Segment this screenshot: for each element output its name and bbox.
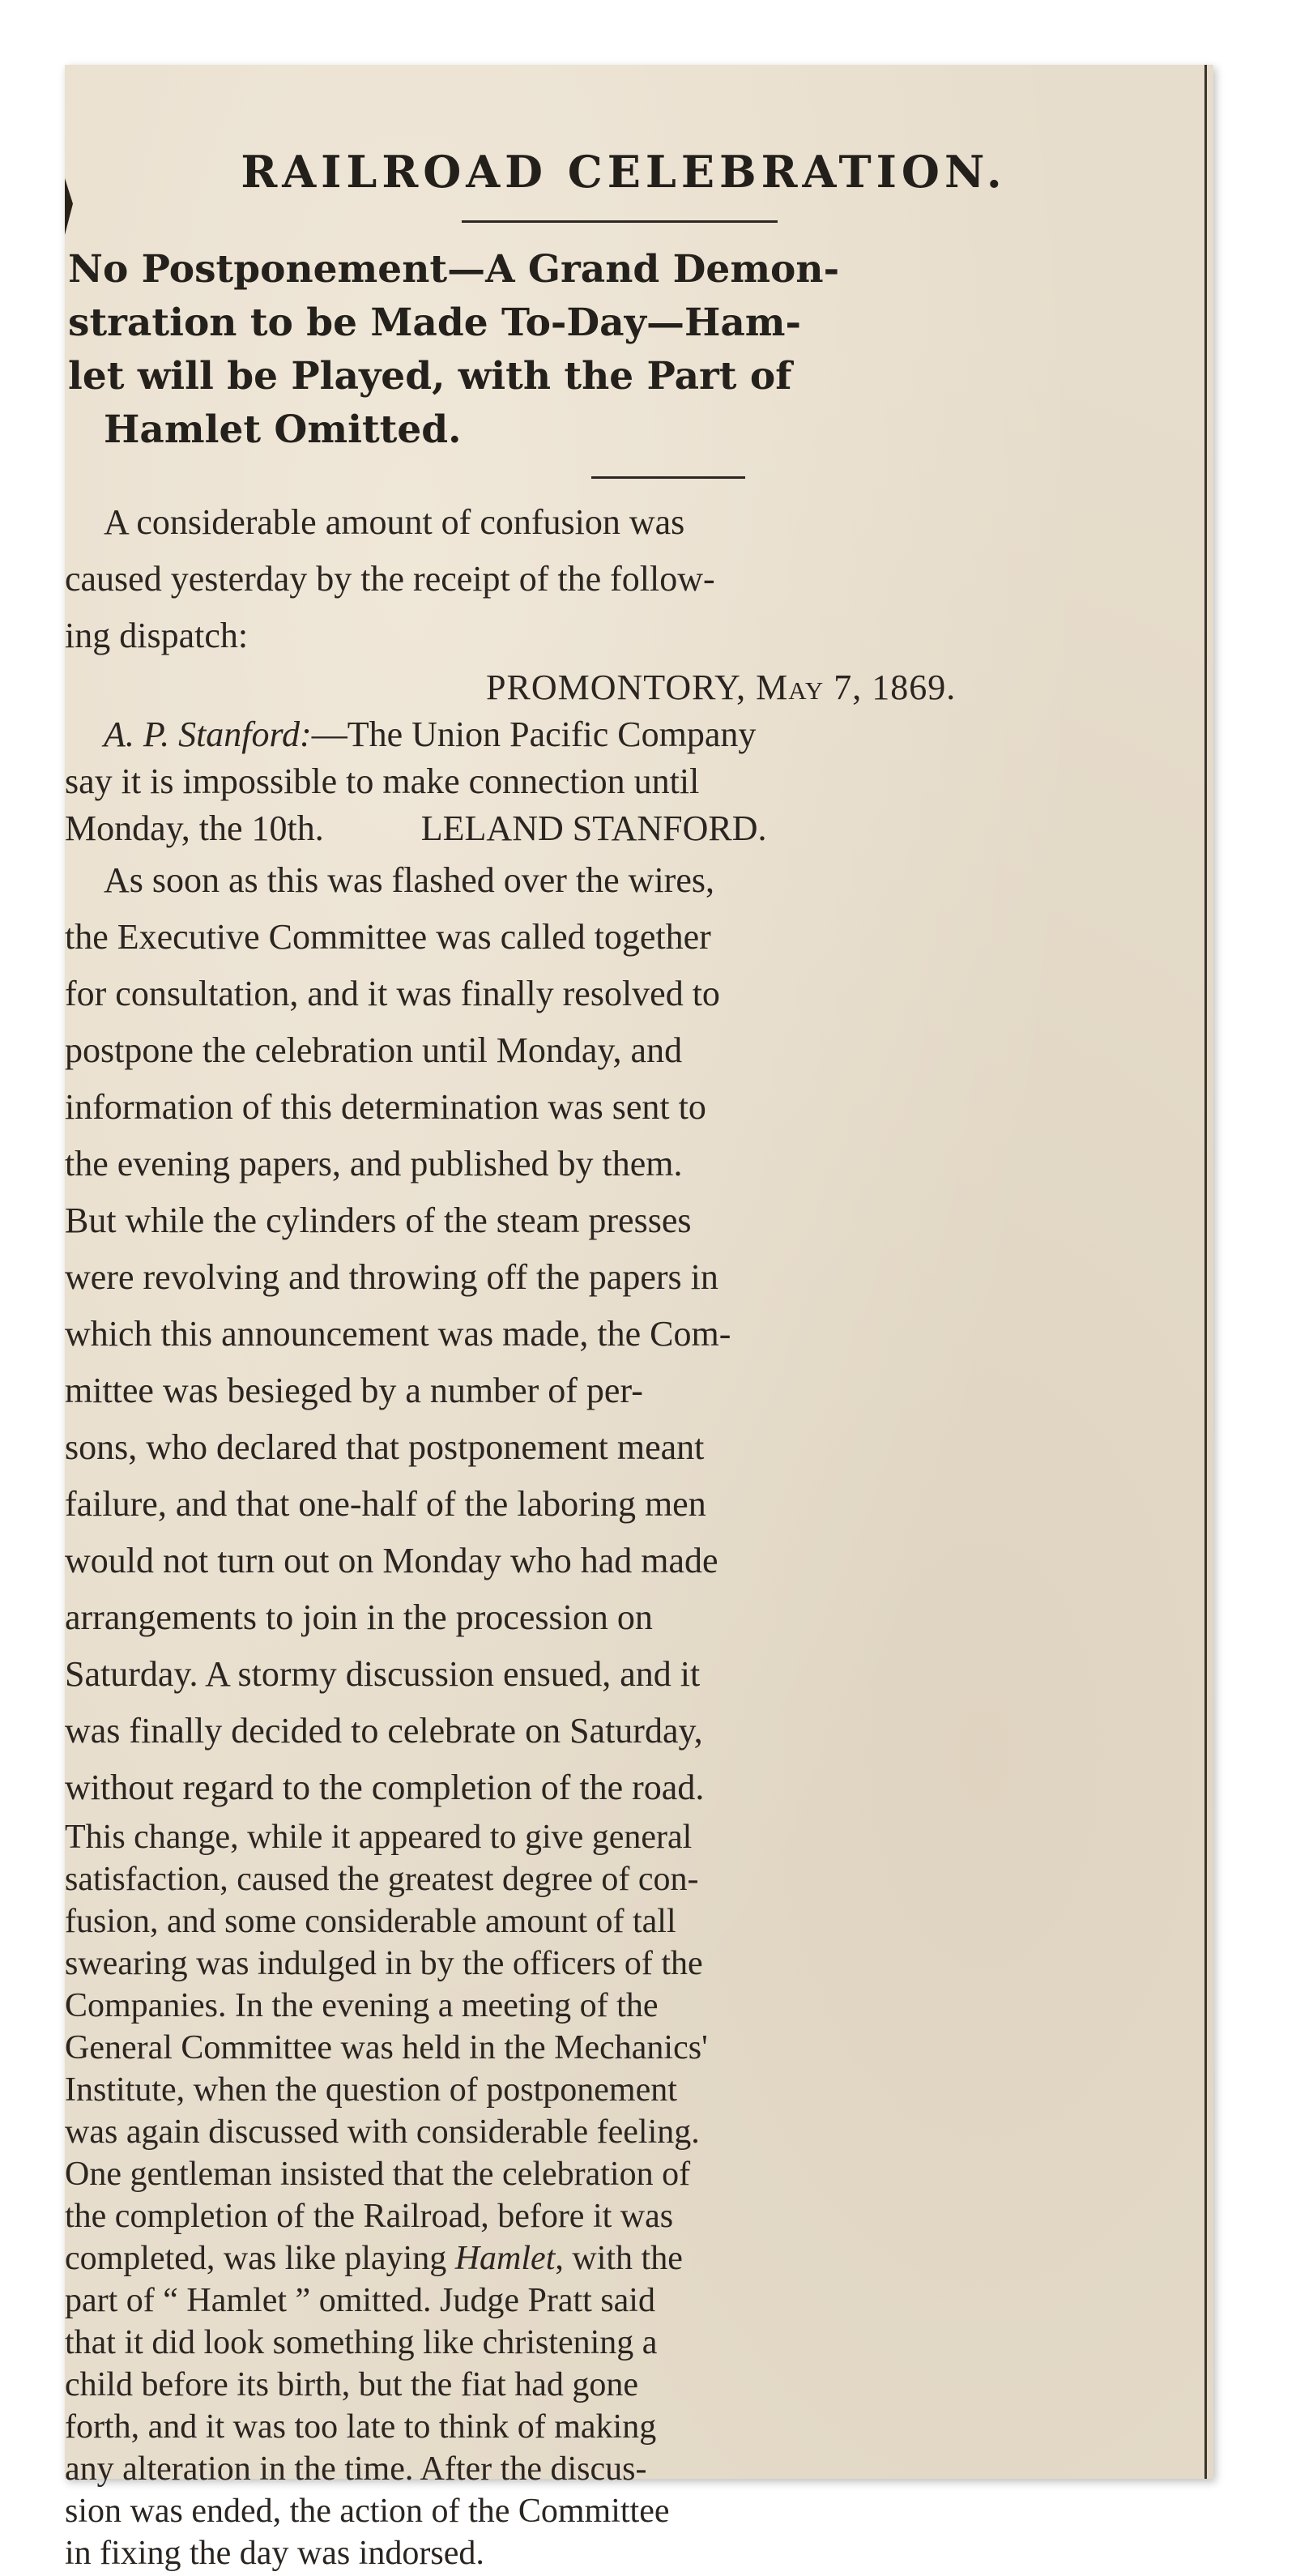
headline-rule: [462, 220, 778, 223]
text-line: any alteration in the time. After the discus-: [65, 2450, 647, 2488]
text-line: caused yesterday by the receipt of the follow-: [65, 559, 715, 599]
text-line: that it did look something like christening a: [65, 2324, 658, 2361]
text-line: was finally decided to celebrate on Saturday,: [65, 1711, 703, 1751]
subhead-line: No Postponement—A Grand Demon-: [68, 247, 840, 292]
text-line: But while the cylinders of the steam presses: [65, 1201, 692, 1240]
paragraph-3: [65, 1816, 1191, 2574]
text-line: Saturday. A stormy discussion ensued, and it: [65, 1654, 701, 1694]
text-line: A considerable amount of confusion was: [104, 502, 685, 542]
text-line: in fixing the day was indorsed.: [65, 2535, 484, 2572]
text-line: [65, 2237, 1191, 2280]
dispatch-text: —The Union Pacific Company: [311, 714, 757, 754]
dispatch-text: Monday, the 10th.: [65, 808, 324, 848]
dispatch-addressee: A. P. Stanford:: [104, 714, 312, 754]
text-line: failure, and that one-half of the laboring men: [65, 1484, 706, 1524]
dispatch: [65, 664, 1191, 852]
text-line: information of this determination was sent to: [65, 1087, 706, 1127]
dispatch-line: [65, 805, 1191, 852]
dispatch-line: say it is impossible to make connection until: [65, 761, 700, 801]
subhead-line: Hamlet Omitted.: [104, 407, 462, 452]
subhead-rule: [591, 476, 745, 479]
text-line: Institute, when the question of postponement: [65, 2071, 677, 2109]
paragraph-2: [65, 852, 1191, 1816]
text-line: ing dispatch:: [65, 616, 249, 655]
text-line: forth, and it was too late to think of making: [65, 2408, 657, 2446]
text-line: the evening papers, and published by them.: [65, 1144, 683, 1184]
text-line: sion was ended, the action of the Committee: [65, 2493, 670, 2530]
text-line: child before its birth, but the fiat had gone: [65, 2366, 638, 2403]
text-line: One gentleman insisted that the celebration of: [65, 2156, 691, 2193]
text-line: were revolving and throwing off the papers in: [65, 1257, 718, 1297]
text-line: was again discussed with considerable feeling.: [65, 2113, 700, 2151]
text-line: part of “ Hamlet ” omitted. Judge Pratt said: [65, 2282, 655, 2319]
text-line: which this announcement was made, the Com-: [65, 1314, 731, 1354]
intro-paragraph: [65, 494, 1191, 664]
text-line: the Executive Committee was called together: [65, 917, 711, 957]
text-fragment: , with the: [555, 2240, 683, 2277]
text-line: without regard to the completion of the road.: [65, 1768, 705, 1807]
text-fragment: completed, was like playing: [65, 2240, 455, 2277]
dispatch-line: [65, 711, 1191, 758]
text-line: mittee was besieged by a number of per-: [65, 1371, 643, 1410]
italic-title: Hamlet: [454, 2240, 556, 2277]
dispatch-dateline: PROMONTORY, May 7, 1869.: [486, 667, 957, 707]
subhead-line: stration to be Made To-Day—Ham-: [68, 301, 802, 345]
text-line: for consultation, and it was finally resolved to: [65, 974, 720, 1013]
text-line: would not turn out on Monday who had made: [65, 1541, 718, 1580]
subhead-line: let will be Played, with the Part of: [68, 354, 792, 399]
text-line: As soon as this was flashed over the wires,: [104, 860, 714, 900]
text-line: Companies. In the evening a meeting of the: [65, 1987, 659, 2024]
newspaper-clipping: [65, 65, 1213, 2572]
text-line: satisfaction, caused the greatest degree of con-: [65, 1861, 699, 1898]
headline: RAILROAD CELEBRATION.: [241, 146, 1007, 198]
text-line: General Committee was held in the Mechanics': [65, 2029, 708, 2066]
article-body: [65, 494, 1191, 2574]
text-line: the completion of the Railroad, before it was: [65, 2198, 674, 2235]
text-line: swearing was indulged in by the officers of the: [65, 1945, 703, 1982]
text-line: sons, who declared that postponement meant: [65, 1427, 705, 1467]
column-rule: [1204, 65, 1207, 2479]
text-line: postpone the celebration until Monday, and: [65, 1030, 683, 1070]
subheadline: [68, 243, 1186, 457]
text-line: fusion, and some considerable amount of tall: [65, 1903, 676, 1940]
dispatch-signature: LELAND STANFORD.: [420, 808, 767, 848]
text-line: arrangements to join in the procession on: [65, 1597, 653, 1637]
text-line: This change, while it appeared to give general: [65, 1819, 693, 1856]
